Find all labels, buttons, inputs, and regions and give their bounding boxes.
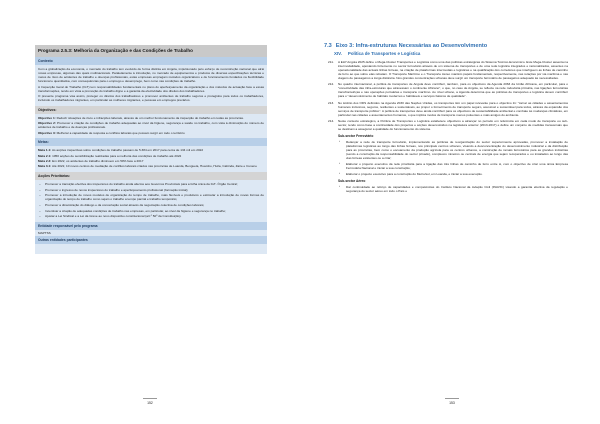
page-number-text: 152 [147,400,153,405]
subsection-number: XIV. [334,51,342,57]
meta-item [38,148,264,152]
numbered-paragraph [328,119,568,131]
meta-item [38,154,264,158]
paragraph-text: No quadro internacional, a política de transportes de Angola deve contribuir, também, para os objectivos da Agenda 2063 da União Africana, em particular, para o "conectividade das infra-estruturas que atravessam o continente Africano", o que, no caso de Angola, se reflecte na rede rodoviária primária, nas ligações ferroviárias transfronteiriças e nas operações portuárias e transporte marítimo. Ao nível urbano, a Agenda determina que as políticas de transportes e logística devem contribuir para o "desenvolvimento de habitats modernos e habitáveis e serviços básicos de qualidade". [338,82,568,99]
paragraph-number: 211. [328,60,334,65]
bullet-item: ▪ Elaborar o projecto executivo para a construção do Metro/sul, em Luanda, e iniciar a sua execução. [328,172,568,176]
objectivo-text: Promover a criação de condições de trabalho adequadas ao nível da higiene, segurança e saúde no trabalho, com vista à diminuição do número de acidentes de trabalho e de doenças profissionais. [38,121,264,130]
meta-item [38,164,264,168]
subsector-heading: Sub-sector Ferroviário [338,133,374,138]
paragraph-number: 213. [328,100,335,105]
page-number-text: 153 [449,400,455,405]
accao-item: – Promover a introdução de novos modelos de organização do tempo de trabalho, mais flexíveis e produtivos e estimular a introdução de novas formas de organização do tempo de trabalho como sejam o trabalho a tempo parcial e trabalho temporário; [38,193,264,201]
objectivo-label: Objectivo 3: [38,130,56,135]
objectivo-label: Objectivo 2: [38,121,56,126]
accoes-list [38,182,264,218]
meta-label: Meta 2.2: [38,158,52,163]
objectivo-text: Reduzir situações de risco e infracções laborais, através de um melhor funcionamento da inspecção do trabalho em todas as províncias. [55,115,244,120]
numbered-paragraph [328,60,568,80]
objectivos-body [35,114,267,138]
objectivo-text: Melhorar a capacidade de resposta a conflitos laborais que possam surgir em todo o território [55,130,185,135]
objectivos-header: Objectivos: [35,106,267,114]
meta-text: Até 2022, 10 novos centros de mediação de conflitos laborais criados nas províncias de Luanda, Benguela, Huambo, Huíla, Cabinda, Zaire e Cunene [51,164,257,169]
objectivo-item [38,121,264,129]
subsection-title: Política de Transportes e Logística [347,51,421,57]
outras-entidades-body [35,244,267,254]
numbered-paragraph [328,101,568,117]
section-heading [324,44,568,48]
accao-item: – Incentivar a criação de adequadas condições de trabalho nas empresas, em particular, ao nível da higiene e segurança no trabalho; [38,209,264,213]
objectivo-item [38,116,264,120]
page-number-rule [445,398,459,399]
meta-item [38,159,264,163]
meta-label: Meta 1.1: [38,148,52,153]
right-page-content [324,43,568,195]
accao-item: – Promover a dinamização do diálogo e da concertação social através da negociação colectiva de condições laborais; [38,203,264,207]
accao-item: – Promover o ingresso de novos inspectores do trabalho e aperfeiçoamento profissional (formação inicial); [38,188,264,192]
contexto-paragraph: O presente programa visa assim, proteger os direitos dos trabalhadores e promover ambientes de trabalho seguros e protegidos para todos os trabalhadores, incluindo os trabalhadores migrantes, em particular as mulheres migrantes, e pessoas em empregos precários. [38,94,264,103]
page-number-left [130,398,170,405]
contexto-header: Contexto [35,57,267,65]
contexto-paragraph: A Inspecção Geral do Trabalho (IGT) tem responsabilidades fundamentais no plano do aperfeiçoamento da organização e dos métodos de actuação face a essas transformações, tendo em vista a promoção do trabalho digno e a garantia da efectividade dos direitos dos trabalhadores. [38,84,264,93]
entidade-value: MAPTSS [35,230,267,236]
metas-header: Metas: [35,138,267,146]
section-title: Eixo 3: Infra-estruturas Necessárias ao Desenvolvimento [335,43,488,49]
section-number: 7.3 [324,43,332,49]
bullet-item: ▪ Elaborar o projecto executivo da rede prioritária para a ligação das três linhas de caminho de ferro entre si, com o objectivo de criar uma única Empresa Ferroviária Nacional e iniciar a sua construção; [328,162,568,170]
meta-label: Meta 3.1: [38,164,52,169]
accao-item: – Ajustar a Lei Sindical e a Lei da Greve ao novo dispositivo constitucional (art.º 50º da Constituição). [38,214,264,218]
objectivo-label: Objectivo 1: [38,115,56,120]
numbered-paragraph [328,82,568,98]
subsection-heading [334,52,568,56]
meta-text: 1050 acções de sensibilização realizadas para a melhoria das condições de trabalho até 2022 [51,153,182,158]
outras-entidades-header: Outras entidades participantes [35,236,267,244]
contexto-paragraph: Com a globalização da economia, o mercado do trabalho tem evoluído de forma distinta em Angola, impulsionado pelo esforço de reconstrução nacional que atrai novas empresas, algumas das quais multinacionais. Paralelamente à introdução, no mercado de equipamentos e produtos de diversas especificações técnicas e meios de risco de acidentes de trabalho e doenças profissionais, estas empresas empregam métodos organizativos e de funcionamento fundados na flexibilidade funcional e quantitativa, com consequências para o emprego e desemprego, bem como nas condições de trabalho. [38,67,264,84]
metas-body [35,146,267,172]
meta-label: Meta 2.1: [38,153,52,158]
accoes-header: Acções Prioritárias: [35,172,267,180]
bullet-item: ▪ Relançar a rede de transporte ferroviário, implementando as políticas de reorganização do sector superiormente aprovadas, promover a instalação de plataformas logísticas ao longo das linhas férreas, nos principais centros urbanos, visando a desconcentração do desenvolvimento industrial e da distribuição para as províncias, bem como o escoamento da produção agrícola para os centros urbanos, a construção de ramais ferroviários para as grandes indústrias (sendo a construção da responsabilidade do sector privado), complexos mineiros ou centrais de energia que sejam recuperados e ou instalados ao longo das vias férreas existentes ou a criar; [328,140,568,160]
objectivo-item [38,131,264,135]
program-title: Programa 2.5.3: Melhoria da Organização e das Condições de Trabalho [35,45,267,57]
contexto-body [35,65,267,106]
page-number-right [432,398,472,405]
accao-item: – Promover a transição efectiva dos inspectores do trabalho ainda afectos aos Governos Provinciais para a folha única da IGT- Órgão Central; [38,182,264,186]
page-number-rule [143,398,157,399]
paragraph-text: A ELP Angola 2025 define o Mega-Cluster Transportes e Logística como uma das políticas estratégicas do Sistema Técnico-Económico. Este Mega-Cluster assenta na intermodalidade, apostando fortemente no sector ferroviário através de um sistema de transportes e de uma rede logística integrados e racionalizados, assentes na operacionalidade das actuais linhas férreas, na criação de plataformas intermodais e logísticas e na qualificação dos corredores que interliguem as linhas de caminho de ferro ao que sobre elas rebatam. O Transporte Marítimo e o Transporte Aéreo mantêm papéis fundamentais, respectivamente, nas relações por via marítima e nas viagens de passageiros a longa distância. Nos grandes concentrações urbanas deve surgir um transporte ferroviário de passageiros adequado às necessidades. [338,60,568,81]
paragraph-number: 214. [328,118,335,123]
meta-text: Em 2022, os acidentes de trabalho diminuem em 50% face a 2017 [51,158,144,163]
paragraph-text: Neste contexto estratégico, a Política de Transportes e Logística estabelece objectivos a alcançar no período em referência em cada modo de transporte ou sub-sector, tendo como base a continuidade dos projectos e acções desenvolvidos na legislatura anterior (2013-2017) e define um conjunto de medidas transversais que se destinam a assegurar a qualidade do funcionamento do sistema. [338,118,568,131]
bullet-item: ▪ Dar continuidade ao reforço de capacidades e competências do Instituto Nacional da Aviação Civil (INAVIC) visando a garantia efectiva da regulação e segurança do sector aéreo em todo o País e [328,185,568,193]
paragraph-number: 212. [328,82,335,87]
subsector-heading: Sub-sector Aéreo [338,179,366,184]
meta-text: As acções inspectivas sobre condições de trabalho passam de 5.384 em 2017 para cerca de 134 mil em 2022 [51,148,204,153]
entidade-header: Entidade responsável pelo programa [35,222,267,230]
program-table [35,45,267,254]
paragraph-text: No âmbito dos ODS definidos na Agenda 2030 das Nações Unidas, os transportes têm um papel relevante para o objectivo 11: "tornar as cidades e assentamentos humanos inclusivos, seguros, resilientes e sustentáveis, ao propor o fornecimento de transporte seguro, acessível e sustentável para todos, através da expansão dos serviços de transporte público". A política de transportes deve ainda contribuir para os objectivos de sustentabilidade ambiental e combate às mudanças climáticas, em particular nas cidades e assentamentos humanos, o que implica modos de transporte menos poluentes e mais amigos do ambiente. [338,100,568,117]
accoes-body [35,180,267,222]
